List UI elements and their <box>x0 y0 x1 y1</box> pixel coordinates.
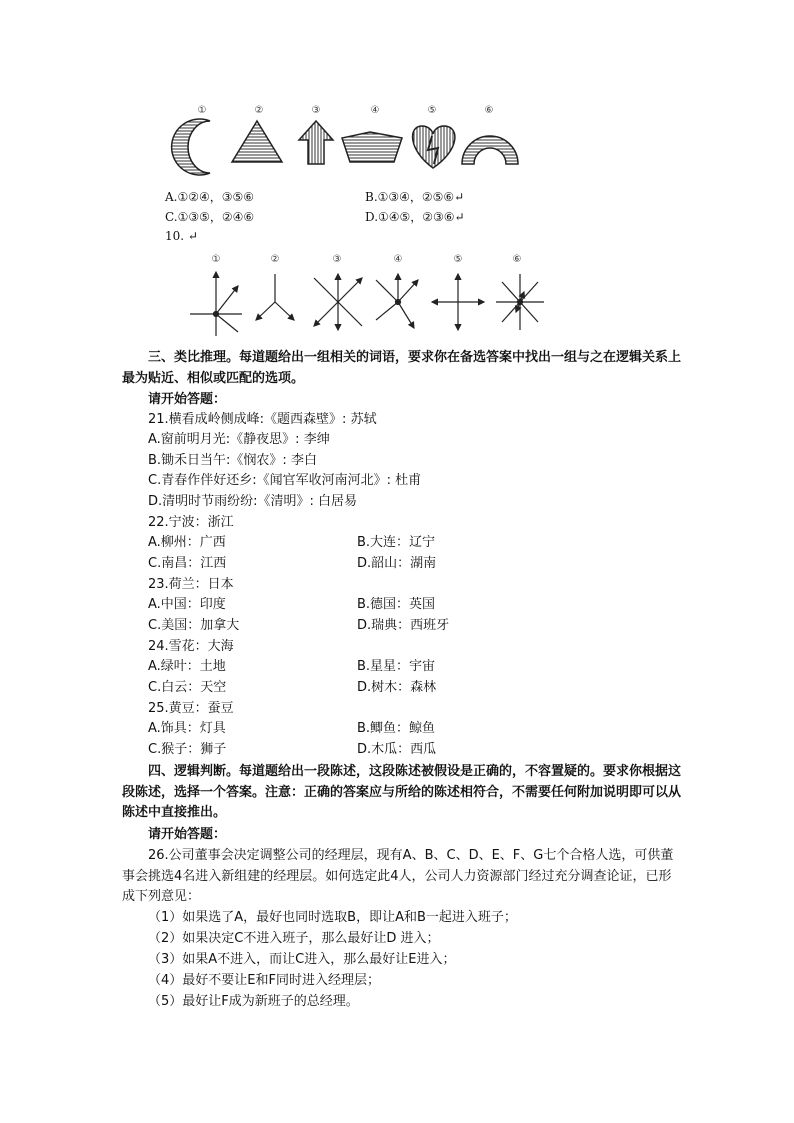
figure-1-number: ⑥ <box>484 105 494 116</box>
figure-2-number: ② <box>270 254 280 265</box>
figure-1-number: ② <box>254 105 264 116</box>
q24-option-c[interactable]: C.白云：天空 <box>148 680 227 695</box>
half-ring-shape <box>462 136 518 164</box>
option-d[interactable]: D.①④⑤，②③⑥↵ <box>365 210 465 224</box>
figure-2-number: ④ <box>393 254 403 265</box>
q23-option-d[interactable]: D.瑞典：西班牙 <box>357 618 450 633</box>
q26-stem: 26.公司董事会决定调整公司的经理层，现有A、B、C、D、E、F、G七个合格人选，可供董事会挑选4名进入新组建的经理层。如何选定此4人，公司人力资源部门经过充分调查论证，已形成下列意见： <box>122 848 674 904</box>
q24-stem: 24.雪花：大海 <box>148 639 234 654</box>
q22-stem: 22.宁波：浙江 <box>148 515 234 530</box>
q23-option-c[interactable]: C.美国：加拿大 <box>148 618 240 633</box>
q21-option-b[interactable]: B.锄禾日当午:《悯农》: 李白 <box>148 453 317 468</box>
shapes-figure <box>170 118 560 178</box>
q22-option-b[interactable]: B.大连：辽宁 <box>357 535 436 550</box>
figure-1-number: ④ <box>370 105 380 116</box>
q26-item: （4）最好不要让E和F同时进入经理层； <box>148 973 380 988</box>
q25-option-d[interactable]: D.木瓜：西瓜 <box>357 742 437 757</box>
figure-2-number: ⑤ <box>453 254 463 265</box>
line-figure-4 <box>376 274 418 328</box>
q22-option-a[interactable]: A.柳州：广西 <box>148 535 226 550</box>
line-figure-1 <box>190 272 242 336</box>
option-b[interactable]: B.①③④，②⑤⑥↵ <box>365 190 465 204</box>
question-10-label: 10. ↵ <box>165 229 198 243</box>
q21-option-a[interactable]: A.窗前明月光:《静夜思》: 李绅 <box>148 432 330 447</box>
section-3-heading: 三、类比推理。每道题给出一组相关的词语，要求你在备选答案中找出一组与之在逻辑关系上最为贴近、相似或匹配的选项。 <box>122 350 682 386</box>
line-figure <box>180 268 560 338</box>
q26-item: （2）如果决定C不进入班子，那么最好让D 进入； <box>148 931 440 946</box>
q25-option-a[interactable]: A.饰具：灯具 <box>148 721 226 736</box>
q23-option-a[interactable]: A.中国：印度 <box>148 597 226 612</box>
line-figure-3 <box>314 274 362 330</box>
figure-2-number: ③ <box>332 254 342 265</box>
q23-option-b[interactable]: B.德国：英国 <box>357 597 436 612</box>
q22-option-d[interactable]: D.韶山：湖南 <box>357 556 437 571</box>
q24-option-a[interactable]: A.绿叶：土地 <box>148 659 226 674</box>
q26-item: （5）最好让F成为新班子的总经理。 <box>148 994 359 1009</box>
line-figure-6 <box>496 274 544 330</box>
q21-option-c[interactable]: C.青春作伴好还乡:《闻官军收河南河北》: 杜甫 <box>148 473 422 488</box>
q21-stem: 21.横看成岭侧成峰:《题西森壁》: 苏轼 <box>148 412 377 427</box>
option-c[interactable]: C.①③⑤，②④⑥ <box>165 210 255 224</box>
pentagon-shape <box>342 132 402 162</box>
q26-item: （3）如果A不进入，而让C进入，那么最好让E进入； <box>148 952 456 967</box>
figure-2-number: ① <box>211 254 221 265</box>
q25-option-c[interactable]: C.猴子：狮子 <box>148 742 227 757</box>
figure-1-number: ③ <box>311 105 321 116</box>
figure-2-number: ⑥ <box>512 254 522 265</box>
crescent-shape <box>172 119 210 175</box>
triangle-shape <box>232 121 282 162</box>
line-figure-5 <box>432 274 484 330</box>
section-4-start: 请开始答题： <box>148 827 227 842</box>
section-3-start: 请开始答题： <box>148 392 227 407</box>
q25-option-b[interactable]: B.鲫鱼：鲸鱼 <box>357 721 436 736</box>
q24-option-d[interactable]: D.树木：森林 <box>357 680 437 695</box>
section-4-heading: 四、逻辑判断。每道题给出一段陈述，这段陈述被假设是正确的，不容置疑的。要求你根据这段陈述，选择一个答案。注意：正确的答案应与所给的陈述相符合，不需要任何附加说明即可以从陈述中直接推出。 <box>122 764 682 820</box>
arrow-shape <box>299 121 333 164</box>
q24-option-b[interactable]: B.星星：宇宙 <box>357 659 436 674</box>
q25-stem: 25.黄豆：蚕豆 <box>148 701 234 716</box>
q22-option-c[interactable]: C.南昌：江西 <box>148 556 227 571</box>
q26-item: （1）如果选了A，最好也同时选取B，即让A和B一起进入班子； <box>148 910 517 925</box>
figure-1-number: ⑤ <box>427 105 437 116</box>
q21-option-d[interactable]: D.清明时节雨纷纷:《清明》: 白居易 <box>148 494 358 509</box>
q23-stem: 23.荷兰：日本 <box>148 577 234 592</box>
option-a[interactable]: A.①②④，③⑤⑥ <box>165 190 255 204</box>
figure-1-number: ① <box>197 105 207 116</box>
line-figure-2 <box>256 274 294 320</box>
